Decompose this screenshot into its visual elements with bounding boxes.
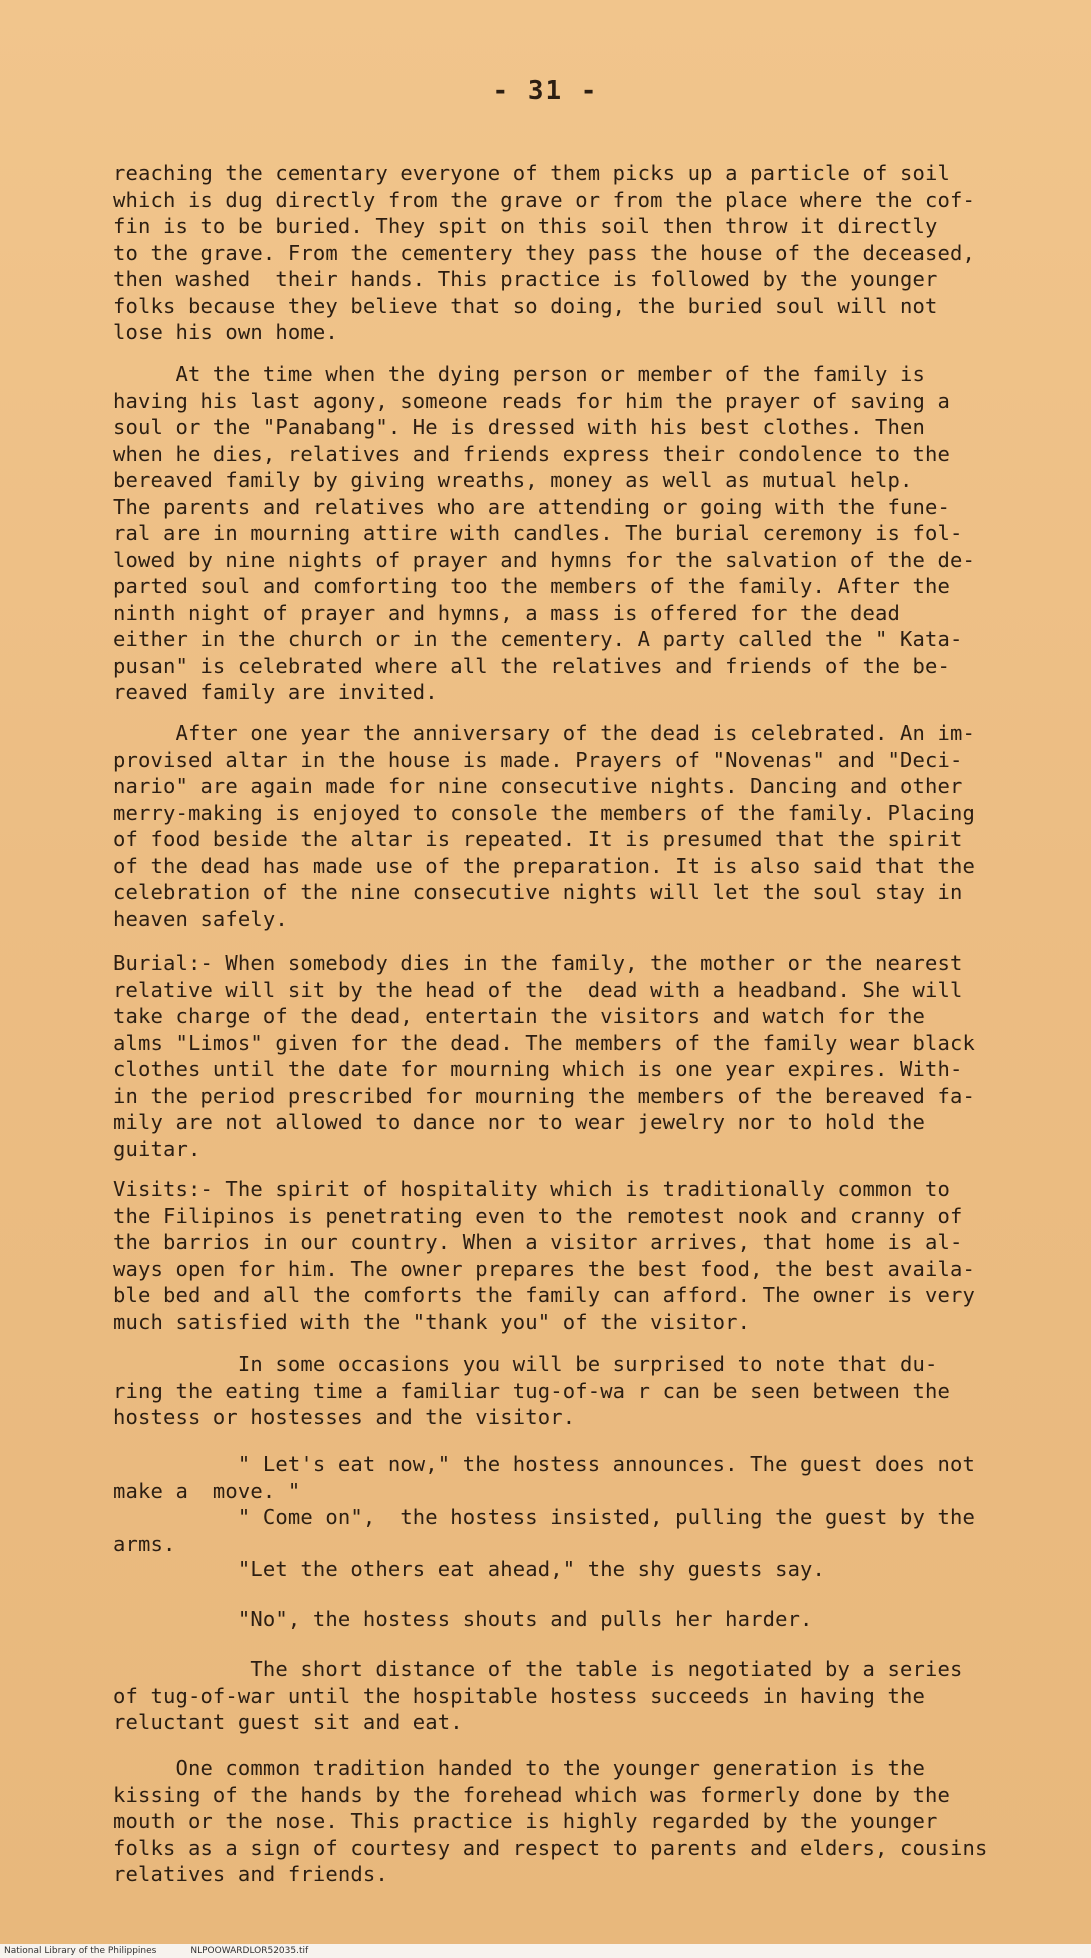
paragraph-dialogue: " Let's eat now," the hostess announces. The guest does not make a move. " " Come on", the hostess insisted, pulling the guest by the arms. bbox=[113, 1452, 975, 1556]
paragraph-kissing-hands: One common tradition handed to the younger generation is the kissing of the hands by the forehead which was formerly done by the mouth or the nose. This practice is highly regarded by the younger folks as a sign of courtesy and respect to parents and elders, cousins relatives and friends. bbox=[113, 1756, 988, 1886]
paragraph-negotiated: The short distance of the table is negotiated by a series of tug-of-war until the hospitable hostess succeeds in having the reluctant guest sit and eat. bbox=[113, 1657, 963, 1734]
page-number: - 31 - bbox=[492, 76, 599, 106]
paragraph-last-agony: At the time when the dying person or member of the family is having his last agony, someone reads for him the prayer of saving a soul or the "Panabang". He is dressed with his best clothes. Then when he dies, relatives and friends express their condolence to the bereaved family by giving wreaths, money as well as mutual help. The parents and relatives who are attending or going with the fune- ral are in mourning attire with candles. The burial ceremony is fol- lowed by nine nights of prayer and hymns for the salvation of the de- parted soul and comforting too the members of the family. After the ninth night of prayer and hymns, a mass is offered for the dead either in the church or in the cementery. A party called the " Kata- pusan" is celebrated where all the relatives and friends of the be- reaved family are invited. bbox=[113, 362, 975, 704]
paragraph-burial: Burial:- When somebody dies in the family, the mother or the nearest relative will sit by the head of the dead with a headband. She will take charge of the dead, entertain the visitors and watch for the alms "Limos" given for the dead. The members of the family wear black clothes until the date for mourning which is one year expires. With- in the period prescribed for mourning the members of the bereaved fa- mily are not allowed to dance nor to wear jewelry nor to hold the guitar. bbox=[113, 951, 975, 1161]
paragraph-visits: Visits:- The spirit of hospitality which is traditionally common to the Filipinos is penetrating even to the remotest nook and cranny of the barrios in our country. When a visitor arrives, that home is al- ways open for him. The owner prepares the best food, the best availa- ble bed and all the comforts the family can afford. The owner is very much satisfied with the "thank you" of the visitor. bbox=[113, 1177, 975, 1334]
paragraph-cemetery-soil: reaching the cementary everyone of them picks up a particle of soil which is dug directly from the grave or from the place where the cof- fin is to be buried. They spit on this soil then throw it directly to the grave. From the cementery they pass the house of the deceased, then washed their hands. This practice is followed by the younger folks because they believe that so doing, the buried soul will not lose his own home. bbox=[113, 161, 975, 344]
paragraph-tug-of-war: In some occasions you will be surprised to note that du- ring the eating time a familiar tug-of-wa r can be seen between the hostess or hostesses and the visitor. bbox=[113, 1352, 950, 1429]
footer-filename: NLPOOWARDLOR52035.tif bbox=[190, 1946, 309, 1956]
footer-library: National Library of the Philippines bbox=[4, 1946, 157, 1956]
paragraph-dialogue-hostess: "No", the hostess shouts and pulls her harder. bbox=[113, 1607, 813, 1631]
paragraph-anniversary: After one year the anniversary of the dead is celebrated. An im- provised altar in the house is made. Prayers of "Novenas" and "Deci- nario" are again made for nine consecutive nights. Dancing and other merry-making is enjoyed to console the members of the family. Placing of food beside the altar is repeated. It is presumed that the spirit of the dead has made use of the preparation. It is also said that the celebration of the nine consecutive nights will let the soul stay in heaven safely. bbox=[113, 721, 975, 931]
paragraph-dialogue-guests: "Let the others eat ahead," the shy guests say. bbox=[113, 1557, 826, 1581]
footer-bar bbox=[0, 1944, 1091, 1958]
